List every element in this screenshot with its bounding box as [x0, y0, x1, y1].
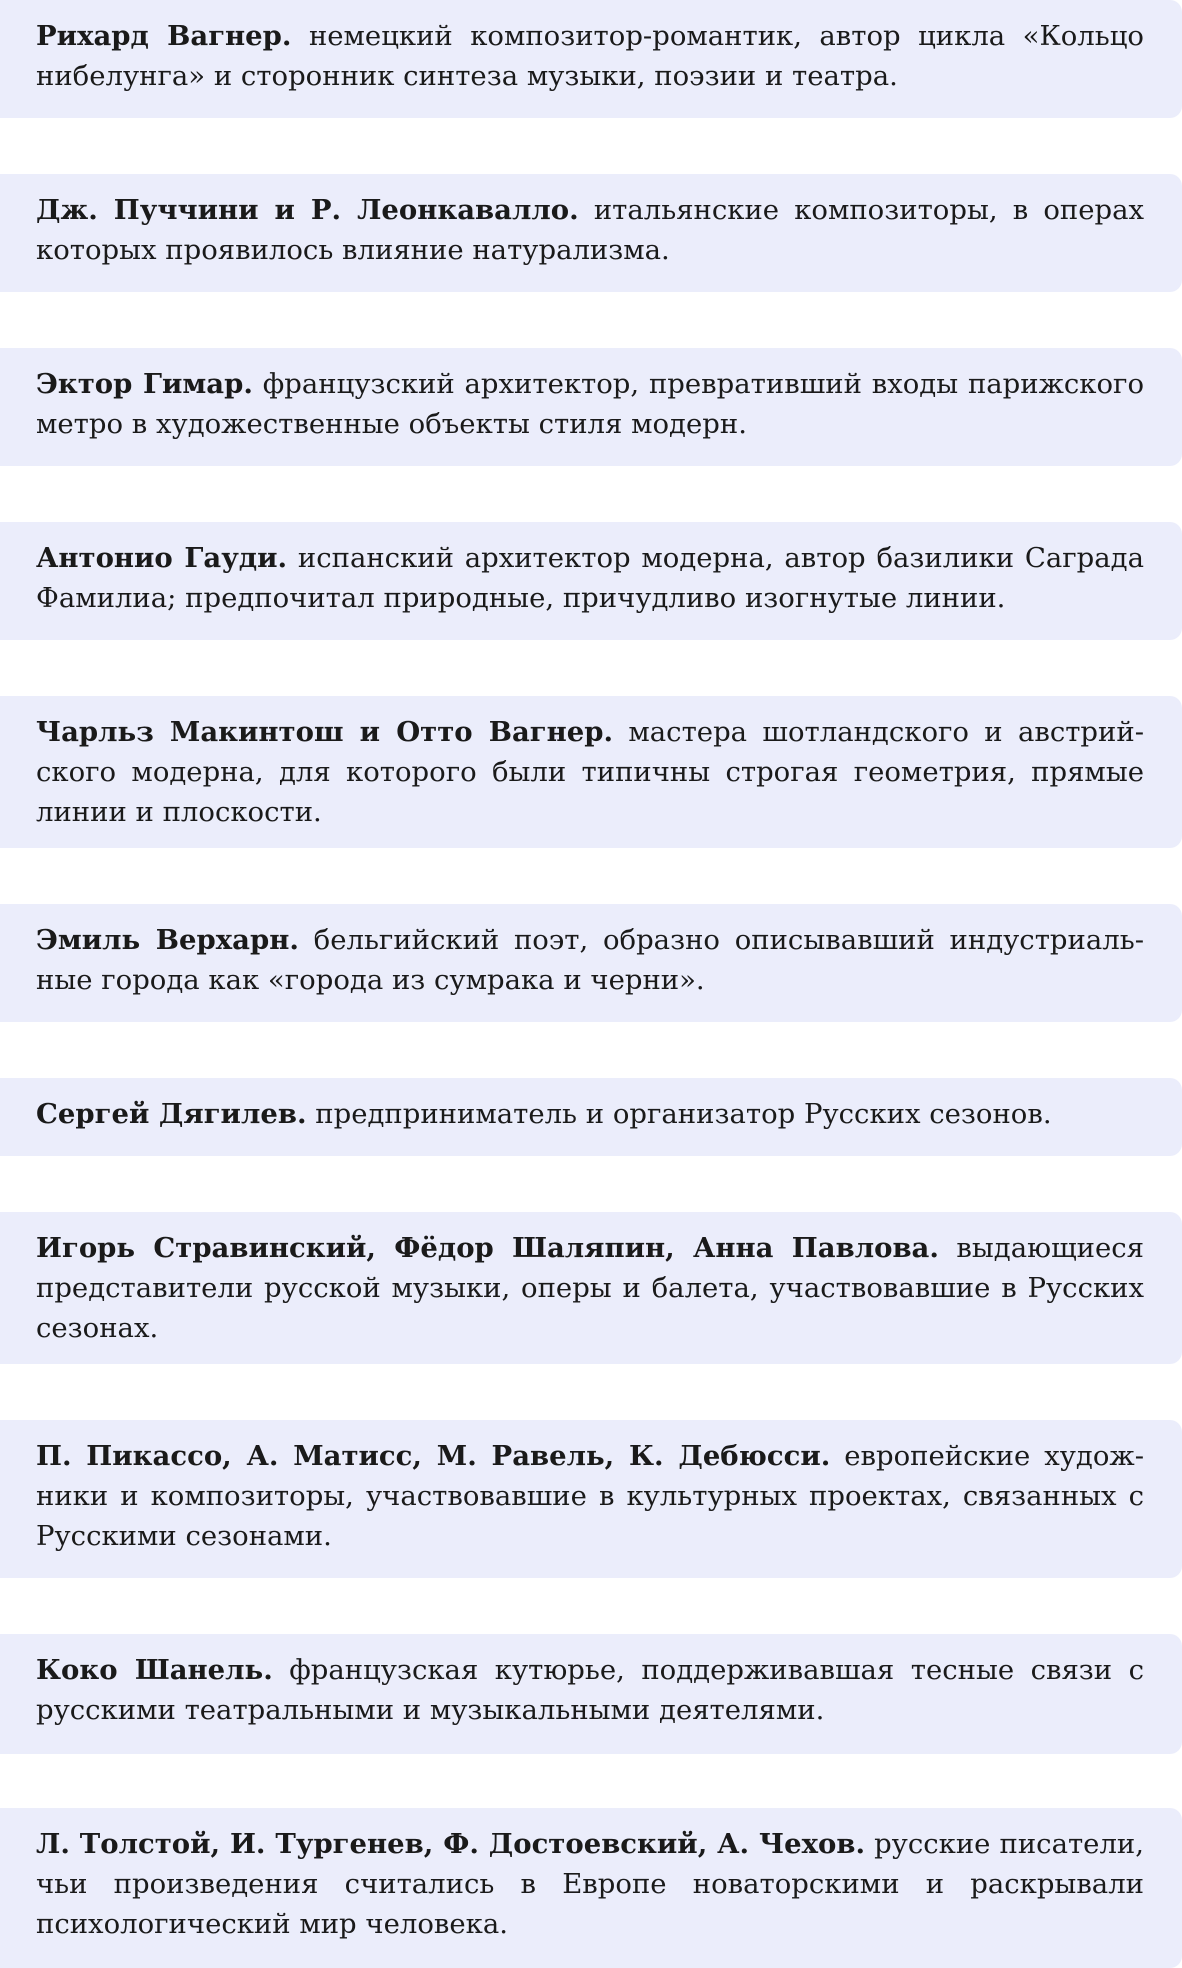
entry-card-diaghilev [0, 1078, 1182, 1156]
entry-card-gaudi [0, 522, 1182, 640]
entry-card-tolstoy [0, 1808, 1182, 1968]
entry-description: немецкий композитор-романтик, автор цикла «Кольцо нибелунга» и сторонник синтеза музыки, поэзии и театра. [36, 20, 1144, 92]
entry-name: Л. Толстой, И. Тургенев, Ф. Достоевский, А. Чехов. [36, 1828, 866, 1860]
entry-card-puccini [0, 174, 1182, 292]
entry-name: Чарльз Макинтош и Отто Вагнер. [36, 716, 614, 748]
entry-name: Коко Шанель. [36, 1654, 273, 1686]
entry-card-chanel [0, 1634, 1182, 1754]
entry-description: европейские художники и композиторы, участвовавшие в культурных проектах, связанных с Русскими сезонами. [36, 1440, 1144, 1552]
entry-description: испанский архитектор модерна, автор базилики Саграда Фамилиа; предпочитал природные, причудливо изогнутые линии. [36, 542, 1144, 614]
entry-card-picasso [0, 1420, 1182, 1578]
entry-description: итальянские композиторы, в операх которых проявилось влияние натурализма. [36, 194, 1145, 266]
entry-name: Игорь Стравинский, Фёдор Шаляпин, Анна Павлова. [36, 1232, 939, 1264]
entry-name: П. Пикассо, А. Матисс, М. Равель, К. Дебюсси. [36, 1440, 831, 1472]
entry-description: французский архитектор, превративший входы парижского метро в художественные объекты стиля модерн. [36, 368, 1145, 440]
entry-description: бельгийский поэт, образно описывавший индустриальные города как «города из сумрака и черни». [36, 924, 1144, 996]
entry-name: Дж. Пуччини и Р. Леонкавалло. [36, 194, 579, 226]
entry-description: выдающиеся представители русской музыки, оперы и балета, участвовавшие в Русских сезонах. [36, 1232, 1144, 1344]
entry-description: предприниматель и организатор Русских сезонов. [306, 1098, 1052, 1130]
entry-name: Сергей Дягилев. [36, 1098, 307, 1130]
entry-description: русские писатели, чьи произведения считались в Европе новаторскими и раскрывали психологический мир человека. [36, 1828, 1144, 1940]
entry-card-wagner [0, 0, 1182, 118]
entry-name: Эктор Гимар. [36, 368, 253, 400]
entry-description: французская кутюрье, поддерживавшая тесные связи с русскими театральными и музыкальными деятелями. [36, 1654, 1144, 1726]
entry-card-guimard [0, 348, 1182, 466]
entry-card-stravinsky [0, 1212, 1182, 1364]
entry-name: Эмиль Верхарн. [36, 924, 299, 956]
entry-name: Антонио Гауди. [36, 542, 288, 574]
entry-name: Рихард Вагнер. [36, 20, 292, 52]
entry-card-mackintosh [0, 696, 1182, 848]
entry-card-verhaeren [0, 904, 1182, 1022]
entry-description: мастера шотландского и австрийского модерна, для которого были типичны строгая геометрия, прямые линии и плоскости. [36, 716, 1144, 828]
